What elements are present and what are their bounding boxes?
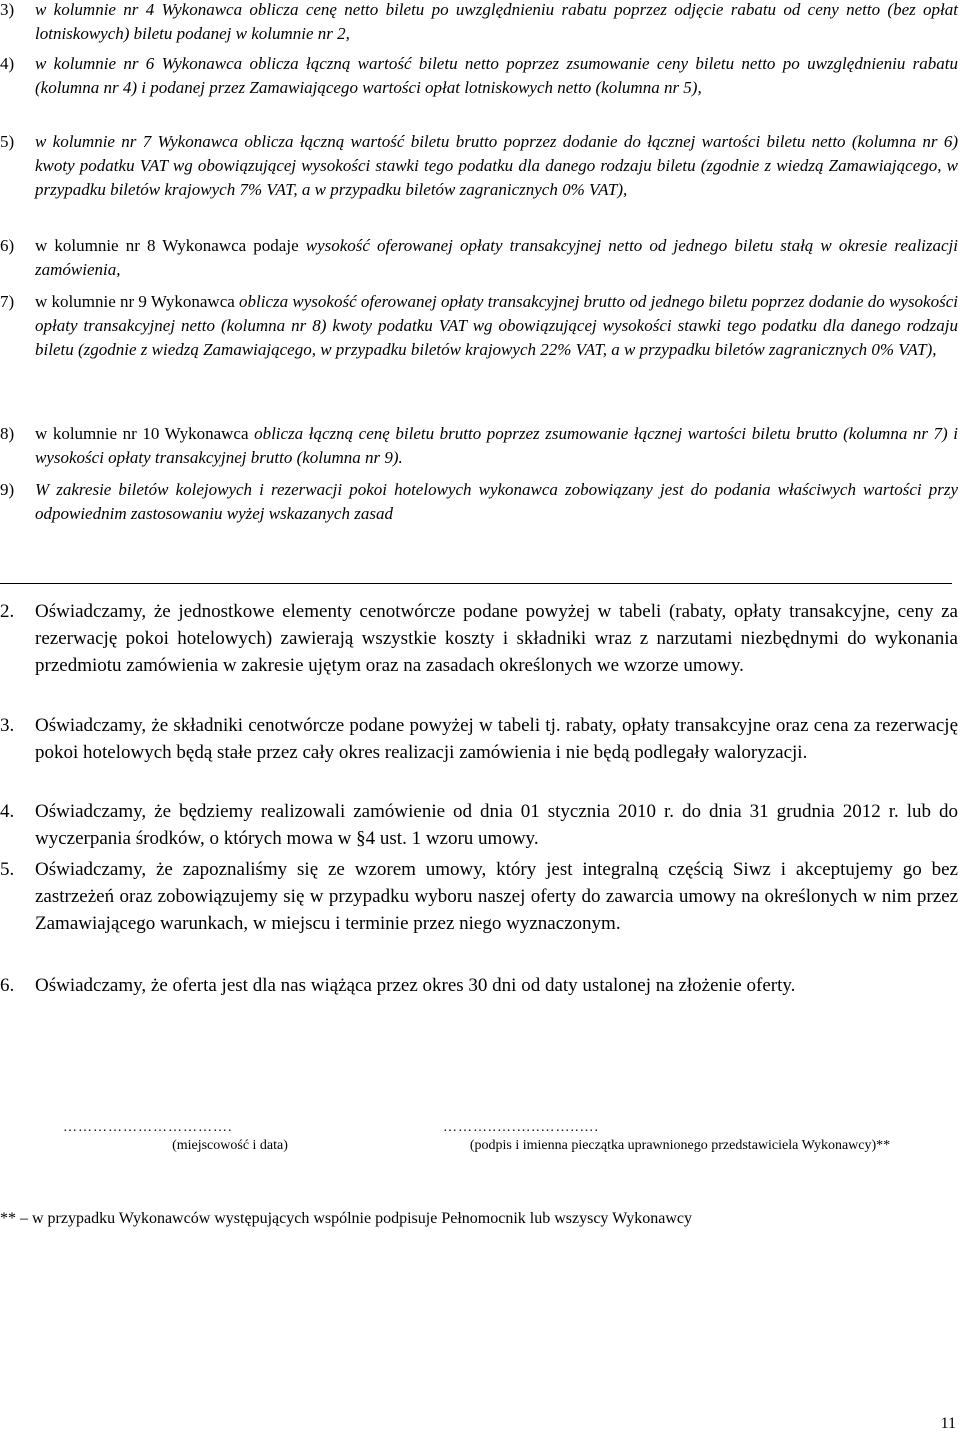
item-text-plain: w kolumnie nr 8 Wykonawca podaje bbox=[35, 236, 306, 255]
statement-item bbox=[0, 856, 960, 937]
statement-number: 4. bbox=[0, 801, 15, 822]
statement-item bbox=[0, 712, 960, 766]
item-text-italic: w kolumnie nr 6 Wykonawca oblicza łączną wartość biletu netto poprzez zsumowanie ceny biletu netto po uwzględnieniu rabatu (kolumna nr 4) i podanej przez Zamawiającego wartości opłat lotniskowych netto (kolumna nr 5), bbox=[35, 54, 958, 97]
list-item bbox=[0, 130, 960, 202]
statement-text: Oświadczamy, że jednostkowe elementy cenotwórcze podane powyżej w tabeli (rabaty, opłaty transakcyjne, ceny za rezerwację pokoi hotelowych) zawierają wszystkie koszty i składniki wraz z narzutami niezbędnymi do wykonania przedmiotu zamówienia w zakresie ujętym oraz na zasadach określonych we wzorze umowy. bbox=[35, 601, 958, 676]
item-number: 4) bbox=[0, 54, 15, 73]
item-number: 8) bbox=[0, 424, 15, 443]
item-text-italic: wysokość oferowanej opłaty transakcyjnej netto od jednego biletu stałą w okresie realizacji zamówienia, bbox=[35, 236, 958, 279]
page-number: 11 bbox=[940, 1415, 956, 1432]
statement-number: 5. bbox=[0, 859, 15, 880]
statement-item bbox=[0, 598, 960, 679]
list-item bbox=[0, 234, 960, 282]
item-number: 6) bbox=[0, 236, 15, 255]
statement-text: Oświadczamy, że składniki cenotwórcze podane powyżej w tabeli tj. rabaty, opłaty transakcyjne oraz cena za rezerwację pokoi hotelowych będą stałe przez cały okres realizacji zamówienia i nie będą podlegały waloryzacji. bbox=[35, 715, 958, 763]
footnote: ** – w przypadku Wykonawców występujących wspólnie podpisuje Pełnomocnik lub wszyscy Wykonawcy bbox=[0, 1210, 693, 1227]
list-item bbox=[0, 422, 960, 470]
list-item bbox=[0, 52, 960, 100]
statement-item bbox=[0, 972, 960, 999]
list-item bbox=[0, 290, 960, 362]
item-text-plain: w kolumnie nr 9 Wykonawca bbox=[35, 292, 240, 311]
item-number: 7) bbox=[0, 292, 15, 311]
list-item bbox=[0, 0, 960, 46]
item-text-italic: w kolumnie nr 4 Wykonawca oblicza cenę netto biletu po uwzględnieniu rabatu poprzez odjęcie rabatu od ceny netto (bez opłat lotniskowych) biletu podanej w kolumnie nr 2, bbox=[35, 0, 958, 43]
list-item bbox=[0, 478, 960, 526]
item-text-italic: w kolumnie nr 7 Wykonawca oblicza łączną wartość biletu brutto poprzez dodanie do łącznej wartości biletu netto (kolumna nr 6) kwoty podatku VAT wg obowiązującej wysokości stawki tego podatku dla danego rodzaju biletu (zgodnie z wiedzą Zamawiającego, w przypadku biletów krajowych 7% VAT, a w przypadku biletów zagranicznych 0% VAT), bbox=[35, 132, 958, 199]
item-text-italic: oblicza wysokość oferowanej opłaty transakcyjnej brutto od jednego biletu poprzez dodanie do wysokości opłaty transakcyjnej netto (kolumna nr 8) kwoty podatku VAT wg obowiązującej wysokości stawki tego podatku dla danego rodzaju biletu (zgodnie z wiedzą Zamawiającego, w przypadku biletów krajowych 22% VAT, a w przypadku biletów zagranicznych 0% VAT), bbox=[35, 292, 958, 359]
place-date-caption: (miejscowość i data) bbox=[172, 1138, 288, 1153]
item-text-italic: W zakresie biletów kolejowych i rezerwacji pokoi hotelowych wykonawca zobowiązany jest do podania właściwych wartości przy odpowiednim zastosowaniu wyżej wskazanych zasad bbox=[35, 480, 958, 523]
statement-item bbox=[0, 798, 960, 852]
item-number: 9) bbox=[0, 480, 15, 499]
statement-text: Oświadczamy, że oferta jest dla nas wiążąca przez okres 30 dni od daty ustalonej na złożenie oferty. bbox=[35, 975, 796, 996]
separator-line bbox=[0, 583, 952, 584]
signature-dotted-line: ………..….…..……..…. bbox=[443, 1120, 599, 1135]
statement-number: 3. bbox=[0, 715, 15, 736]
statement-number: 2. bbox=[0, 601, 15, 622]
item-number: 3) bbox=[0, 0, 15, 19]
statement-text: Oświadczamy, że będziemy realizowali zamówienie od dnia 01 stycznia 2010 r. do dnia 31 grudnia 2012 r. lub do wyczerpania środków, o których mowa w §4 ust. 1 wzoru umowy. bbox=[35, 801, 958, 849]
statement-text: Oświadczamy, że zapoznaliśmy się ze wzorem umowy, który jest integralną częścią Siwz i akceptujemy go bez zastrzeżeń oraz zobowiązujemy się w przypadku wyboru naszej oferty do zawarcia umowy na określonych w nim przez Zamawiającego warunkach, w miejscu i terminie przez niego wyznaczonym. bbox=[35, 859, 958, 934]
item-text-plain: w kolumnie nr 10 Wykonawca bbox=[35, 424, 255, 443]
statement-number: 6. bbox=[0, 975, 15, 996]
place-date-dotted-line: ……………………………. bbox=[63, 1120, 233, 1135]
signature-caption: (podpis i imienna pieczątka uprawnionego przedstawiciela Wykonawcy)** bbox=[469, 1138, 891, 1153]
item-number: 5) bbox=[0, 132, 15, 151]
item-text-italic: oblicza łączną cenę biletu brutto poprzez zsumowanie łącznej wartości biletu brutto (kolumna nr 7) i wysokości opłaty transakcyjnej brutto (kolumna nr 9). bbox=[35, 424, 958, 467]
